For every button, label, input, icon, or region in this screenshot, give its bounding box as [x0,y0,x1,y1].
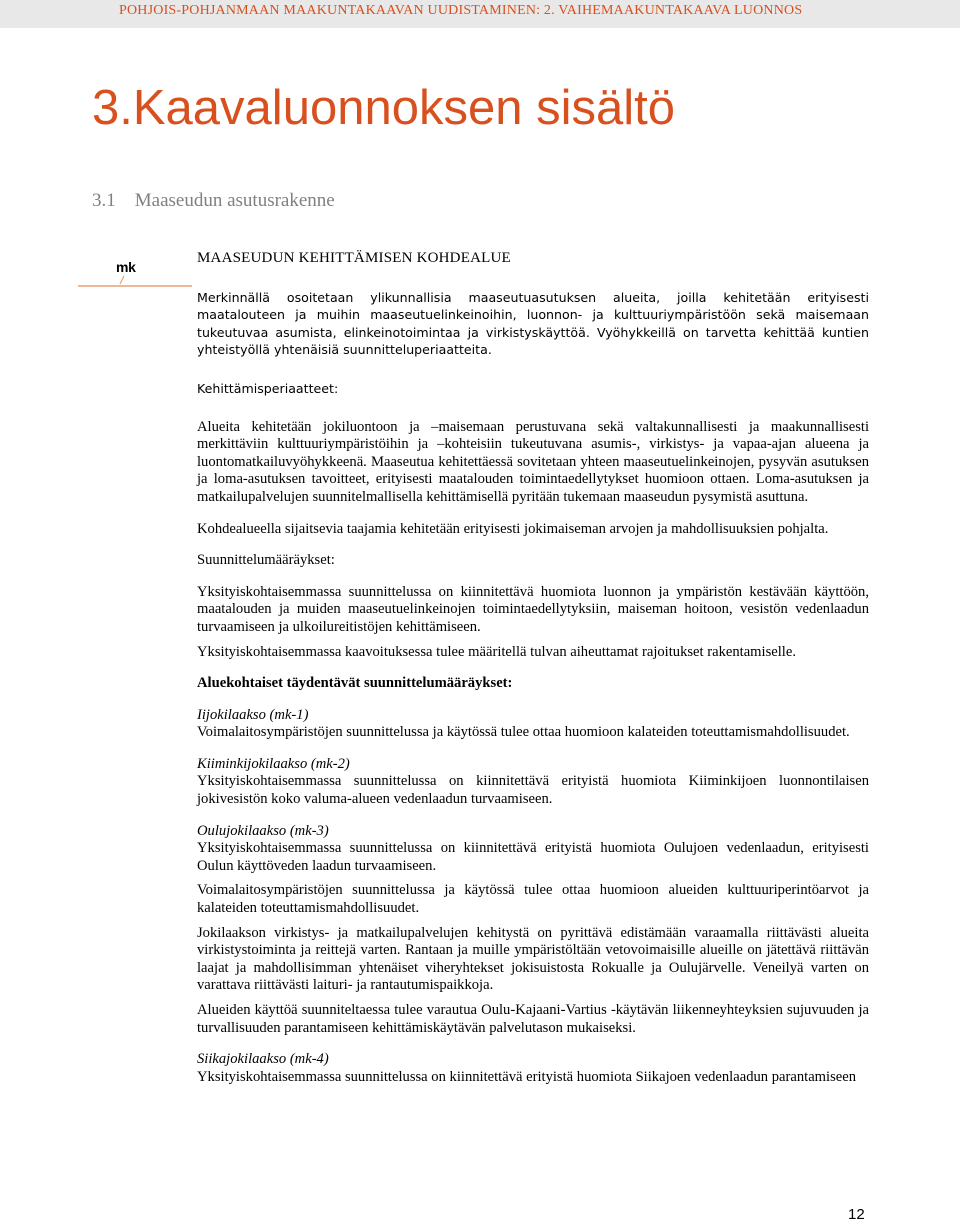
running-header [0,0,960,28]
principles-heading: Kehittämisperiaatteet: [197,380,339,396]
page-number: 12 [848,1206,865,1223]
area-mk3-paragraph-1: Yksityiskohtaisemmassa suunnittelussa on kiinnitettävä erityistä huomiota Oulujoen vedenlaadun, erityisesti Oulun käyttöveden laadun turvaamiseen. [197,840,869,874]
area-mk2-paragraph: Yksityiskohtaisemmassa suunnittelussa on kiinnitettävä erityistä huomiota Kiiminkijoen luonnontilaisen jokivesistön koko valuma-alueen vedenlaadun turvaamiseen. [197,773,869,808]
running-header-text: POHJOIS-POHJANMAAN MAAKUNTAKAAVAN UUDISTAMINEN: 2. VAIHEMAAKUNTAKAAVA LUONNOS [119,3,803,18]
regulation-paragraph-1: Yksityiskohtaisemmassa suunnittelussa on kiinnitettävä huomiota luonnon ja ympäristön kestävään käyttöön, maatalouden ja muiden maaseutuelinkeinojen toimintaedellytyksiin, maiseman hoitoon, vesistön vedenlaadun turvaamiseen ja ulkoilureitistöjen kehittämiseen. [197,583,869,635]
area-mk4-paragraph: Yksityiskohtaisemmassa suunnittelussa on kiinnitettävä erityistä huomiota Siikajoen vedenlaadun parantamiseen [197,1068,857,1085]
legend-code: mk [116,259,136,275]
regulation-paragraph-2: Yksityiskohtaisemmassa kaavoituksessa tulee määritellä tulvan aiheuttamat rajoitukset rakentamiselle. [197,643,796,660]
area-name-mk1: Iijokilaakso (mk-1) [197,706,309,723]
area-mk3-paragraph-2: Voimalaitosympäristöjen suunnittelussa ja käytössä tulee ottaa huomioon alueiden kulttuuriperintöarvot ja kalateiden toteuttamismahdollisuudet. [197,882,869,917]
area-regulations-heading: Aluekohtaiset täydentävät suunnittelumääräykset: [197,675,513,692]
regulation-body [197,250,869,1086]
area-name-mk4: Siikajokilaakso (mk-4) [197,1051,329,1068]
area-mk1-paragraph: Voimalaitosympäristöjen suunnittelussa ja käytössä tulee ottaa huomioon kalateiden toteuttamismahdollisuudet. [197,724,850,741]
section-number: 3.1 [92,190,116,211]
area-name-mk3: Oulujokilaakso (mk-3) [197,822,329,839]
principle-paragraph-2: Kohdealueella sijaitsevia taajamia kehitetään erityisesti jokimaiseman arvojen ja mahdollisuuksien pohjalta. [197,520,829,537]
chapter-title: 3.Kaavaluonnoksen sisältö [92,81,675,135]
regulations-heading: Suunnittelumääräykset: [197,552,335,569]
principle-paragraph-1: Alueita kehitetään jokiluontoon ja –maisemaan perustuvana sekä valtakunnallisesti ja maakunnallisesti merkittäviin kulttuuriympäristöihin ja –kohteisiin tukeutuvana asumis-, virkistys- ja vapaa-ajan alueena ja luontomatkailuvyöhykkeenä. Maaseutua kehitettäessä sovitetaan yhteen maaseutuelinkeinojen, pysyvän asutuksen ja loma-asutuksen tavoitteet, erityisesti maatalouden toimintaedellytykset huomioon ottaen. Loma-asutuksen ja matkailupalvelujen suunnitelmallisella kehittämisellä pyritään tukemaan maaseudun pysymistä asuttuna. [197,418,869,505]
section-heading [92,188,335,214]
section-title: Maaseudun asutusrakenne [134,190,335,211]
area-mk3-paragraph-3: Jokilaakson virkistys- ja matkailupalvelujen kehitystä on pyrittävä edistämään varaamalla riittävästi alueita virkistystoiminta ja reittejä varten. Rantaan ja muille ympäristöltään vetovoimaisille alueille on jätettävä riittävän laajat ja mahdollisimman yhtenäiset viheryhtekset jokisuistosta Rokualle ja Oulujärvelle. Veneilyä varten on varattava riittävästi laituri- ja rantautumispaikkoja. [197,924,869,994]
unit-title: MAASEUDUN KEHITTÄMISEN KOHDEALUE [197,250,511,266]
area-name-mk2: Kiiminkijokilaakso (mk-2) [197,755,350,772]
intro-paragraph: Merkinnällä osoitetaan ylikunnallisia maaseutuasutuksen alueita, joilla kehitetään erityisesti maatalouteen ja muihin maaseutuelinkeinoihin, luonnon- ja kulttuuriympäristöön sekä maisemaan tukeutuvaa asumista, elinkeinotoimintaa ja virkistyskäyttöä. Vyöhykkeillä on tarvetta kehittää kuntien yhteistyöllä yhtenäisiä suunnitteluperiaatteita. [197,289,869,358]
legend-slash [120,276,124,284]
area-mk3-paragraph-4: Alueiden käyttöä suunniteltaessa tulee varautua Oulu-Kajaani-Vartius -käytävän liikenneyhteyksien sujuvuuden ja turvallisuuden parantamiseen kehittämiskäytävän palvelutason mukaiseksi. [197,1002,869,1036]
